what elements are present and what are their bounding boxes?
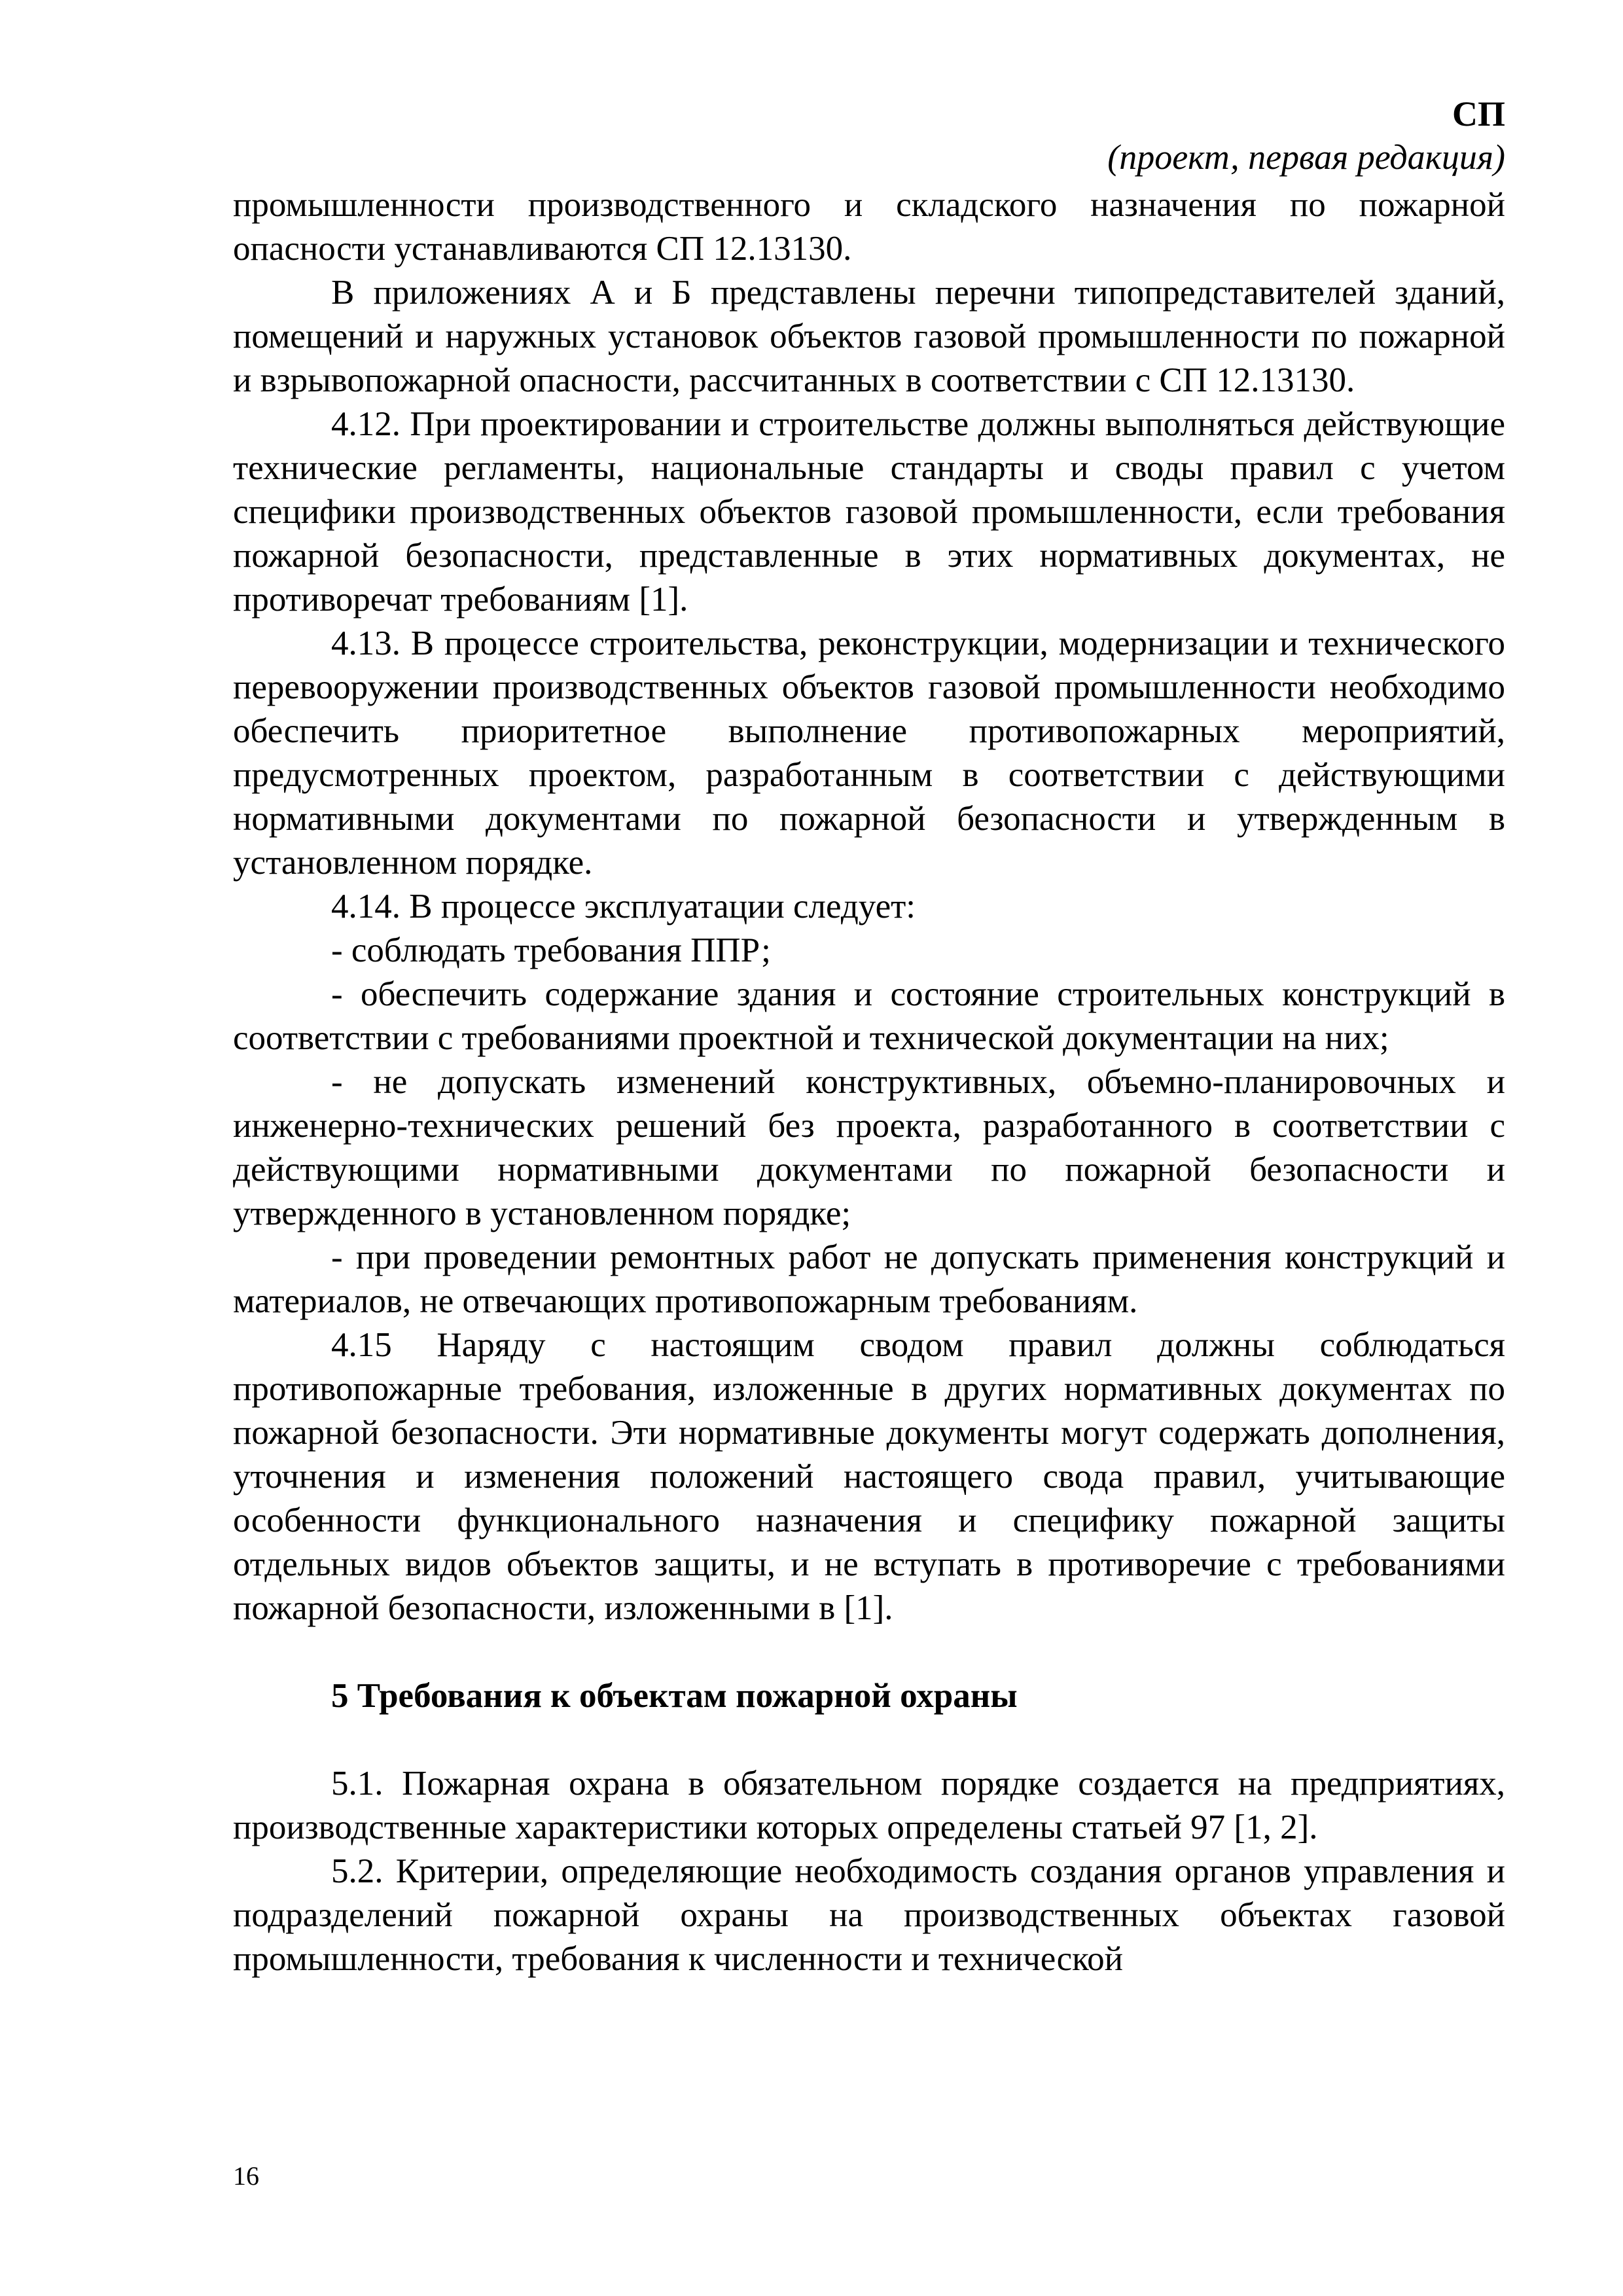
- paragraph-5-2: 5.2. Критерии, определяющие необходимость создания органов управления и подразделений пожарной охраны на производственных объектах газовой промышленности, требования к численности и технической: [233, 1852, 1505, 1978]
- document-edition-note: (проект, первая редакция): [1107, 137, 1505, 177]
- list-item: - при проведении ремонтных работ не допускать применения конструкций и материалов, не отвечающих противопожарным требованиям.: [233, 1238, 1505, 1320]
- document-code: СП: [1452, 94, 1505, 134]
- paragraph: В приложениях А и Б представлены перечни типопредставителей зданий, помещений и наружных установок объектов газовой промышленности по пожарной и взрывопожарной опасности, рассчитанных в соответствии с СП 12.13130.: [233, 274, 1505, 399]
- list-item: - обеспечить содержание здания и состояние строительных конструкций в соответствии с требованиями проектной и технической документации на них;: [233, 975, 1505, 1057]
- list-item: - соблюдать требования ППР;: [331, 931, 771, 969]
- body-text: [233, 183, 1505, 1981]
- paragraph-4-13: 4.13. В процессе строительства, реконструкции, модернизации и технического перевооружении производственных объектов газовой промышленности необходимо обеспечить приоритетное выполнение противопожарных мероприятий, предусмотренных проектом, разработанным в соответствии с действующими нормативными документами по пожарной безопасности и утвержденным в установленном порядке.: [233, 624, 1505, 882]
- list-item: - не допускать изменений конструктивных, объемно-планировочных и инженерно-технических решений без проекта, разработанного в соответствии с действующими нормативными документами по пожарной безопасности и утвержденного в установленном порядке;: [233, 1063, 1505, 1232]
- paragraph: промышленности производственного и складского назначения по пожарной опасности устанавливаются СП 12.13130.: [233, 186, 1505, 268]
- paragraph-4-12: 4.12. При проектировании и строительстве должны выполняться действующие технические регламенты, национальные стандарты и своды правил с учетом специфики производственных объектов газовой промышленности, если требования пожарной безопасности, представленные в этих нормативных документах, не противоречат требованиям [1].: [233, 405, 1505, 619]
- paragraph-4-14: 4.14. В процессе эксплуатации следует:: [331, 888, 916, 925]
- paragraph-4-15: 4.15 Наряду с настоящим сводом правил должны соблюдаться противопожарные требования, изложенные в других нормативных документах по пожарной безопасности. Эти нормативные документы могут содержать дополнения, уточнения и изменения положений настоящего свода правил, учитывающие особенности функционального назначения и специфику пожарной защиты отдельных видов объектов защиты, и не вступать в противоречие с требованиями пожарной безопасности, изложенными в [1].: [233, 1326, 1505, 1627]
- page-number: 16: [233, 2161, 259, 2191]
- section-heading: 5 Требования к объектам пожарной охраны: [331, 1677, 1018, 1715]
- paragraph-5-1: 5.1. Пожарная охрана в обязательном порядке создается на предприятиях, производственные характеристики которых определены статьей 97 [1, 2].: [233, 1765, 1505, 1846]
